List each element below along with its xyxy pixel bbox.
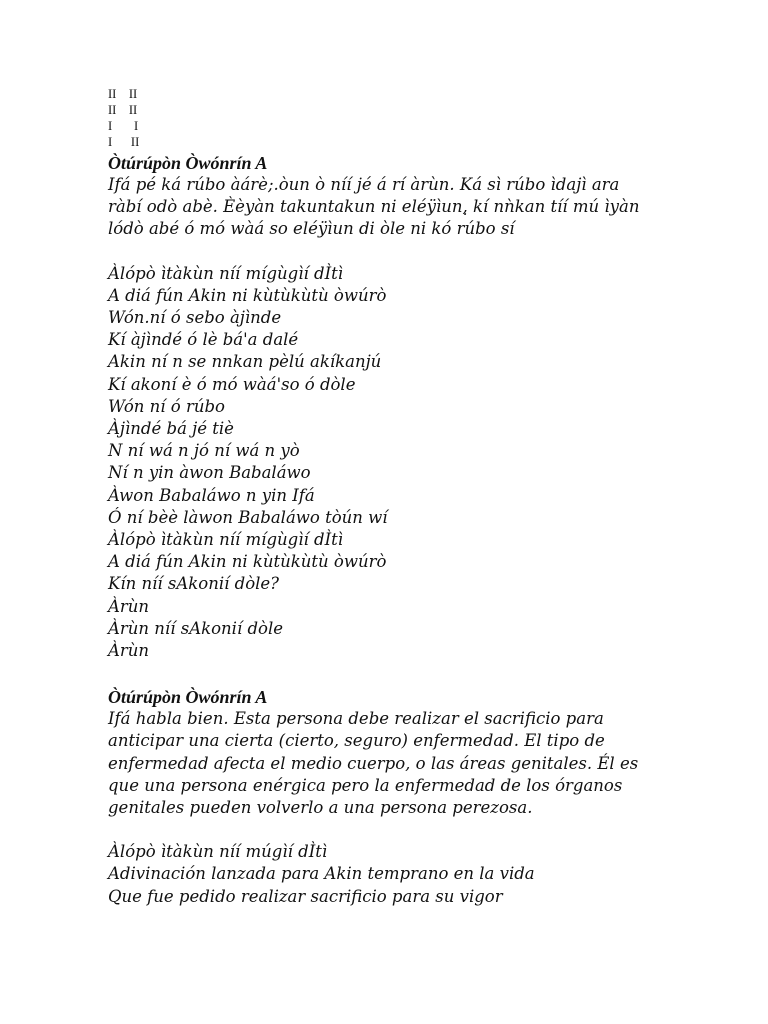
text-line: anticipar una cierta (cierto, seguro) enfermedad. El tipo de — [108, 731, 605, 751]
verse-line: Àrùn — [108, 596, 150, 616]
text-line: Ifá habla bien. Esta persona debe realizar el sacrificio para — [108, 709, 604, 729]
intro-paragraph-yoruba — [108, 174, 728, 241]
verse-line: Àlópò ìtàkùn níí múgìí dÌtì — [108, 842, 328, 862]
text-line: lódò abé ó mó wàá so eléÿìun di òle ni kó rúbo sí — [108, 219, 515, 239]
verse-line: A diá fún Akin ni kùtùkùtù òwúrò — [108, 552, 387, 572]
verse-line: Ó ní bèè làwon Babaláwo tòún wí — [108, 507, 388, 527]
verse-yoruba — [108, 263, 728, 663]
verse-marks — [108, 86, 728, 150]
verse-line: Àwon Babaláwo n yin Ifá — [108, 485, 315, 505]
verse-line: Kí akoní è ó mó wàá'so ó dòle — [108, 374, 356, 394]
verse-line: A diá fún Akin ni kùtùkùtù òwúrò — [108, 285, 387, 305]
spacer — [108, 662, 728, 684]
text-line: Ifá pé ká rúbo àárè;.òun ò níí jé á rí àrùn. Ká sì rúbo ìdajì ara — [108, 175, 620, 194]
mark-line: I I — [108, 119, 139, 133]
verse-spanish — [108, 841, 728, 908]
verse-line: Àlópò ìtàkùn níí mígùgìí dÌtì — [108, 263, 343, 283]
verse-line: N ní wá n jó ní wá n yò — [108, 441, 300, 461]
verse-line: Ní n yin àwon Babaláwo — [108, 463, 311, 483]
verse-line: Wón ní ó rúbo — [108, 396, 225, 416]
text-line: enfermedad afecta el medio cuerpo, o las áreas genitales. Él es — [108, 753, 639, 773]
verse-line: Wón.ní ó sebo àjìnde — [108, 308, 282, 328]
section-heading-spanish: Òtúrúpòn Òwónrín A — [108, 687, 268, 708]
text-line: que una persona enérgica pero la enfermedad de los órganos — [108, 775, 623, 795]
verse-line: Kí àjìndé ó lè bá'a dalé — [108, 330, 299, 350]
mark-line: I II — [108, 135, 140, 149]
verse-line: Àrùn níí sAkonií dòle — [108, 618, 284, 638]
spacer — [108, 819, 728, 841]
verse-line: Àrùn — [108, 641, 150, 661]
verse-line: Adivinación lanzada para Akin temprano en la vida — [108, 864, 535, 884]
verse-line: Que fue pedido realizar sacrificio para su vigor — [108, 886, 503, 906]
spacer — [108, 241, 728, 263]
verse-line: Kín níí sAkonií dòle? — [108, 574, 280, 594]
text-line: ràbí odò abè. Èèyàn takuntakun ni eléÿìun,̣ kí nǹkan tíí mú ìyàn — [108, 197, 640, 217]
mark-line: II II — [108, 87, 138, 101]
verse-line: Akin ní n se nnkan pèlú akíkanjú — [108, 352, 382, 372]
intro-paragraph-spanish — [108, 708, 728, 819]
verse-line: Àjìndé bá jé tiè — [108, 419, 234, 439]
text-line: genitales pueden volverlo a una persona perezosa. — [108, 798, 533, 818]
section-heading-yoruba: Òtúrúpòn Òwónrín A — [108, 153, 268, 173]
verse-line: Àlópò ìtàkùn níí mígùgìí dÌtì — [108, 530, 343, 550]
mark-line: II II — [108, 103, 138, 117]
document-page — [108, 86, 728, 908]
